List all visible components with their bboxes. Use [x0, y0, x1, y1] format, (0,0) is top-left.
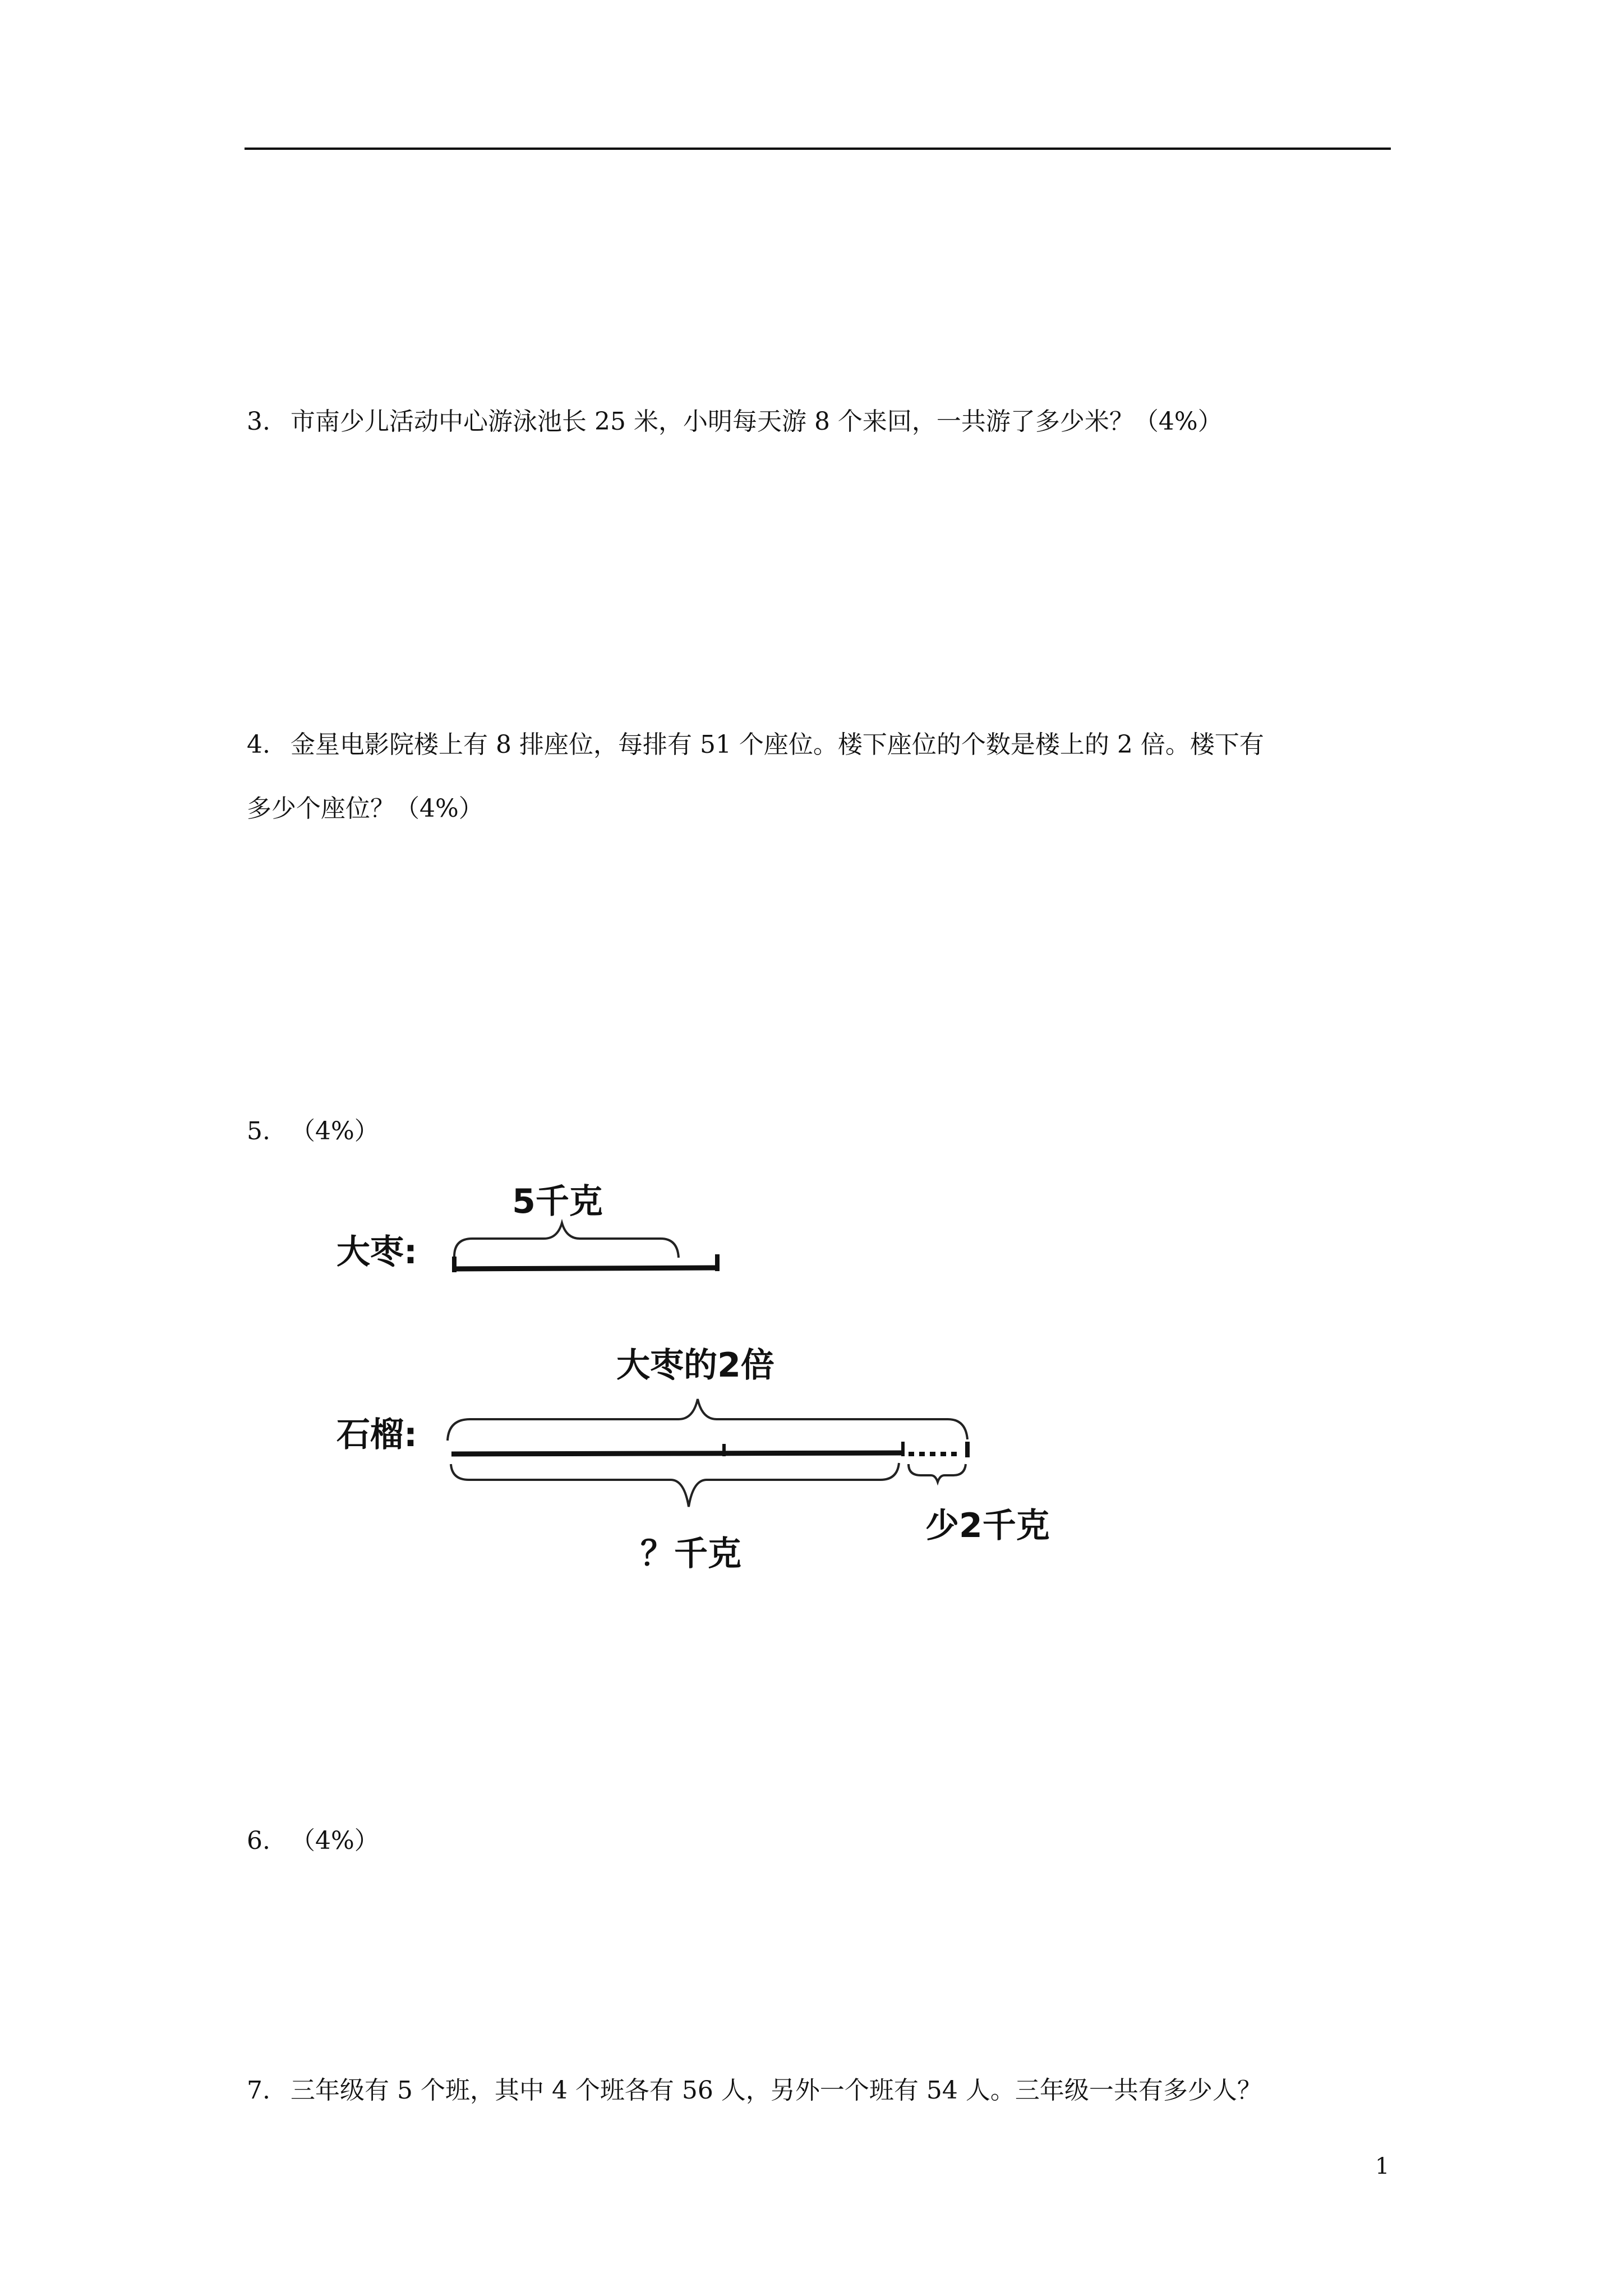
question-4: [247, 730, 1264, 759]
question-5: [247, 1119, 379, 1144]
question-number: 4.: [247, 730, 270, 759]
pomegranate-relation-label: 大枣的2倍: [616, 1346, 774, 1385]
question-text: 三年级有 5 个班，其中 4 个班各有 56 人，另外一个班有 54 人。三年级一共有多少人？: [291, 2076, 1262, 2105]
line-segment-diagram: [314, 1172, 1077, 1599]
pomegranate-solid-segment: [451, 1453, 903, 1454]
question-text: （4%）: [291, 1826, 379, 1855]
less-amount-label: 少2千克: [925, 1506, 1050, 1545]
pomegranate-label: 石榴:: [336, 1415, 417, 1455]
pomegranate-brace: [448, 1399, 967, 1441]
question-text: 市南少儿活动中心游泳池长 25 米，小明每天游 8 个来回，一共游了多少米？（4%）: [291, 407, 1223, 436]
question-text: 金星电影院楼上有 8 排座位，每排有 51 个座位。楼下座位的个数是楼上的 2 倍。楼下有: [291, 730, 1264, 759]
page-number: 1: [1375, 2154, 1390, 2179]
question-number: 5.: [247, 1117, 270, 1145]
question-6: [247, 1826, 379, 1855]
question-number: 6.: [247, 1826, 270, 1855]
dates-brace: [454, 1223, 679, 1258]
question-number: 7.: [247, 2076, 270, 2105]
unknown-amount-label: ？千克: [640, 1534, 741, 1573]
question-number: 3.: [247, 407, 270, 436]
question-7: [247, 2078, 1262, 2103]
unknown-brace: [451, 1463, 899, 1507]
dates-segment: [453, 1268, 718, 1269]
question-4-continuation: 多少个座位？（4%）: [247, 794, 483, 823]
dates-amount-label: 5千克: [512, 1182, 603, 1221]
dates-label: 大枣:: [336, 1232, 417, 1272]
question-text: （4%）: [291, 1117, 379, 1145]
question-3: [247, 409, 1223, 434]
diagram-svg: [314, 1172, 1077, 1599]
less-brace: [909, 1464, 966, 1482]
header-rule: [245, 148, 1391, 150]
